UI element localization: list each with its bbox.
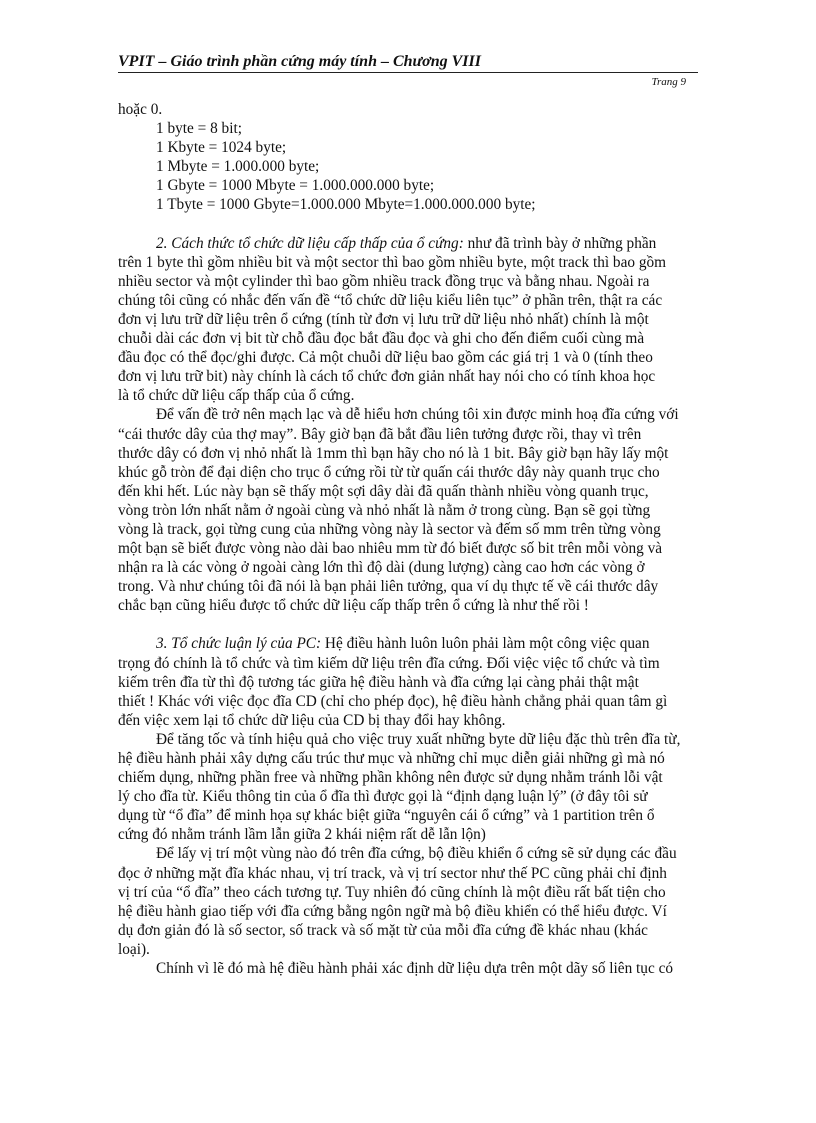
- text-line: [118, 730, 702, 749]
- line-text: kiếm trên đĩa từ thì độ tương tác giữa hệ điều hành và đĩa cứng lại càng phải thật mật: [118, 673, 639, 691]
- text-line: [118, 119, 702, 138]
- line-text: chiếm dụng, những phần free và những phần không nên được sử dụng nhằm tránh lỗi vật: [118, 769, 663, 787]
- text-line: [118, 634, 702, 653]
- text-line: [118, 100, 702, 119]
- text-line: [118, 711, 702, 730]
- line-text: Để vấn đề trở nên mạch lạc và dễ hiểu hơn chúng tôi xin được minh hoạ đĩa cứng với: [156, 406, 679, 424]
- page-number: Trang 9: [651, 76, 686, 88]
- text-line: [118, 864, 702, 883]
- line-text: vị trí của “ổ đĩa” theo cách tương tự. Tuy nhiên đó cũng chính là một điều rất bất tiện cho: [118, 883, 666, 901]
- line-text: dụng từ “ổ đĩa” để minh họa sự khác biệt giữa “nguyên cái ổ cứng” và 1 partition trên ổ: [118, 807, 655, 825]
- text-line: [118, 654, 702, 673]
- line-text: chắc bạn cũng hiểu được tổ chức dữ liệu cấp thấp trên ổ cứng là như thế rồi !: [118, 597, 589, 615]
- line-text: là tổ chức dữ liệu cấp thấp của ổ cứng.: [118, 387, 355, 405]
- text-line: [118, 768, 702, 787]
- line-text: đến việc xem lại tổ chức dữ liệu của CD bị thay đổi hay không.: [118, 711, 506, 729]
- text-line: [118, 310, 702, 329]
- line-text: dụ đơn giản đó là số sector, số track và số mặt từ của mỗi đĩa cứng đề khác nhau (khác: [118, 921, 648, 939]
- text-line: [118, 883, 702, 902]
- section-heading: 2. Cách thức tổ chức dữ liệu cấp thấp của ổ cứng:: [156, 234, 464, 252]
- text-line: [118, 291, 702, 310]
- text-line: [118, 596, 702, 615]
- line-text: hoặc 0.: [118, 101, 163, 118]
- section-heading: 3. Tổ chức luận lý của PC:: [156, 635, 322, 653]
- text-line: [118, 272, 702, 291]
- line-text: 1 Mbyte = 1.000.000 byte;: [156, 158, 320, 176]
- text-line: [118, 749, 702, 768]
- text-line: [118, 577, 702, 596]
- text-line: [118, 234, 702, 253]
- line-text: nhiều sector và một cylinder thì bao gồm nhiều track đồng trục và bằng nhau. Ngoài ra: [118, 272, 650, 290]
- body-text: [118, 100, 702, 978]
- text-line: [118, 501, 702, 520]
- text-line: [118, 386, 702, 405]
- header-rule: [118, 72, 698, 73]
- line-text: trên 1 byte thì gồm nhiều bit và một sector thì bao gồm nhiều byte, một track thì bao gồm: [118, 253, 667, 271]
- text-line: [118, 176, 702, 195]
- line-text: vòng tròn lớn nhất nằm ở ngoài cùng và nhỏ nhất là nằm ở trong cùng. Bạn sẽ gọi từng: [118, 501, 651, 519]
- line-text: Để lấy vị trí một vùng nào đó trên đĩa cứng, bộ điều khiển ổ cứng sẽ sử dụng các đầu: [156, 845, 677, 863]
- line-text: đọc ở những mặt đĩa khác nhau, vị trí track, và vị trí sector như thế PC cũng phải chỉ định: [118, 864, 667, 882]
- text-line: [118, 520, 702, 539]
- line-text: “cái thước dây của thợ may”. Bây giờ bạn đã bắt đầu liên tưởng được rồi, thay vì trên: [118, 425, 642, 443]
- line-text: loại).: [118, 940, 150, 958]
- text-line: [118, 921, 702, 940]
- text-line: [118, 787, 702, 806]
- line-text: đến khi hết. Lúc này bạn sẽ thấy một sợi dây dài đã quấn thành nhiều vòng quanh trục,: [118, 482, 649, 500]
- line-text: cứng đó nhằm tránh lầm lẫn giữa 2 khái niệm rất dễ lẫn lộn): [118, 826, 486, 844]
- text-line: [118, 825, 702, 844]
- line-text: như đã trình bày ở những phần: [463, 234, 657, 252]
- text-line: [118, 405, 702, 424]
- text-line: [118, 940, 702, 959]
- text-line: [118, 425, 702, 444]
- text-line: [118, 482, 702, 501]
- line-text: thước dây có đơn vị nhỏ nhất là 1mm thì bạn hãy cho nó là 1 bit. Bây giờ bạn hãy lấy một: [118, 444, 669, 462]
- text-line: [118, 195, 702, 214]
- text-line: [118, 558, 702, 577]
- line-text: hệ điều hành phải xây dựng cấu trúc thư mục và những chỉ mục diễn giải những gì mà nó: [118, 750, 665, 767]
- text-line: [118, 844, 702, 863]
- text-line: [118, 673, 702, 692]
- text-line: [118, 444, 702, 463]
- text-line: [118, 692, 702, 711]
- text-line: [118, 539, 702, 558]
- line-text: chuỗi dài các đơn vị bit từ chỗ đầu đọc bắt đầu đọc và ghi cho đến điểm cuối cùng mà: [118, 330, 645, 348]
- line-text: một bạn sẽ biết được vòng nào dài bao nhiêu mm từ đó biết được số bit trên mỗi vòng và: [118, 540, 663, 558]
- text-line: [118, 157, 702, 176]
- line-text: hệ điều hành giao tiếp với đĩa cứng bằng ngôn ngữ mà bộ điều khiển có thể hiểu được. Ví: [118, 902, 667, 920]
- line-text: Chính vì lẽ đó mà hệ điều hành phải xác định dữ liệu dựa trên một dãy số liên tục có: [156, 960, 674, 978]
- text-line: [118, 902, 702, 921]
- text-line: [118, 348, 702, 367]
- line-text: đơn vị lưu trữ bit) này chính là cách tổ chức đơn giản nhất hay nói cho có tính khoa học: [118, 368, 656, 386]
- text-line: [118, 329, 702, 348]
- line-text: nhận ra là các vòng ở ngoài càng lớn thì độ dài (dung lượng) càng cao hơn các vòng ở: [118, 559, 645, 577]
- paragraph-gap: [118, 615, 702, 634]
- text-line: [118, 806, 702, 825]
- line-text: đơn vị lưu trữ dữ liệu trên ổ cứng (tính từ đơn vị lưu trữ dữ liệu nhỏ nhất) chính là một: [118, 310, 649, 328]
- paragraph-gap: [118, 215, 702, 234]
- line-text: chúng tôi cũng có nhắc đến vấn đề “tổ chức dữ liệu kiểu liên tục” ở phần trên, thật ra các: [118, 291, 663, 309]
- line-text: trong. Và như chúng tôi đã nói là bạn phải liên tưởng, qua ví dụ thực tế về cái thước dây: [118, 578, 659, 596]
- line-text: đầu đọc có thể đọc/ghi được. Cả một chuỗi dữ liệu bao gồm các giá trị 1 và 0 (tính theo: [118, 349, 653, 367]
- line-text: 1 Tbyte = 1000 Gbyte=1.000.000 Mbyte=1.000.000.000 byte;: [156, 196, 536, 214]
- text-line: [118, 138, 702, 157]
- text-line: [118, 367, 702, 386]
- line-text: 1 Gbyte = 1000 Mbyte = 1.000.000.000 byte;: [156, 177, 435, 195]
- line-text: vòng là track, gọi từng cung của những vòng này là sector và đếm số mm trên từng vòng: [118, 520, 661, 538]
- line-text: khúc gỗ tròn để đại diện cho trục ổ cứng rồi từ từ quấn cái thước dây này quanh trục cho: [118, 463, 660, 481]
- line-text: 1 byte = 8 bit;: [156, 120, 242, 138]
- text-line: [118, 463, 702, 482]
- running-header-title: VPIT – Giáo trình phần cứng máy tính – Chương VIII: [118, 53, 481, 70]
- text-line: [118, 959, 702, 978]
- line-text: thiết ! Khác với việc đọc đĩa CD (chỉ cho phép đọc), hệ điều hành chẳng phải quan tâm gì: [118, 692, 668, 710]
- line-text: 1 Kbyte = 1024 byte;: [156, 139, 287, 157]
- line-text: lý cho đĩa từ. Kiểu thông tin của ổ đĩa thì được gọi là “định dạng luận lý” (ở đây tôi sử: [118, 788, 648, 806]
- line-text: Để tăng tốc và tính hiệu quả cho việc truy xuất những byte dữ liệu đặc thù trên đĩa từ,: [156, 730, 681, 748]
- line-text: Hệ điều hành luôn luôn phải làm một công việc quan: [321, 635, 650, 653]
- text-line: [118, 253, 702, 272]
- line-text: trọng đó chính là tổ chức và tìm kiếm dữ liệu trên đĩa cứng. Đối việc việc tổ chức và tìm: [118, 654, 660, 672]
